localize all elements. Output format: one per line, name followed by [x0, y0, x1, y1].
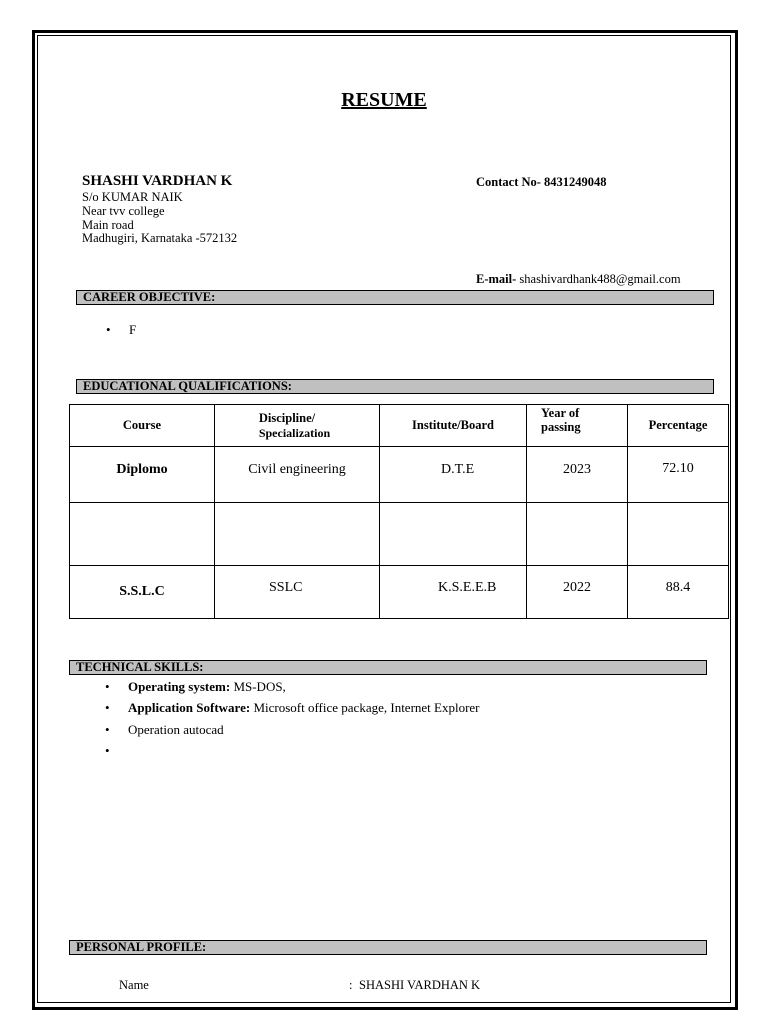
- cell-institute: [380, 503, 527, 566]
- cell-discipline: Civil engineering: [215, 447, 380, 503]
- cell-discipline: SSLC: [215, 566, 380, 619]
- candidate-name: SHASHI VARDHAN K: [82, 173, 233, 189]
- col-header-year: Year of passing: [527, 405, 628, 447]
- profile-name-value: SHASHI VARDHAN K: [359, 978, 481, 992]
- bullet-icon: •: [105, 743, 110, 758]
- address-line: Near tvv college: [82, 204, 165, 218]
- email: [476, 272, 681, 287]
- cell-course: S.S.L.C: [70, 566, 215, 619]
- profile-name-label: Name: [119, 978, 149, 992]
- table-row: [70, 447, 729, 503]
- bullet-icon: •: [106, 322, 111, 337]
- table-row: [70, 566, 729, 619]
- cell-discipline: [215, 503, 380, 566]
- table-row: [70, 503, 729, 566]
- col-header-course: Course: [70, 405, 215, 447]
- personal-profile-heading: PERSONAL PROFILE:: [69, 940, 707, 955]
- table-header-row: [70, 405, 729, 447]
- col-header-percentage: Percentage: [628, 405, 729, 447]
- bullet-icon: •: [105, 679, 110, 694]
- cell-year: [527, 503, 628, 566]
- cell-institute: K.S.E.E.B: [380, 566, 527, 619]
- address-line: Madhugiri, Karnataka -572132: [82, 231, 238, 245]
- contact-label: Contact No-: [476, 175, 541, 189]
- col-header-institute: Institute/Board: [380, 405, 527, 447]
- address-line: Main road: [82, 218, 134, 232]
- technical-skills-heading: TECHNICAL SKILLS:: [69, 660, 707, 675]
- email-value: shashivardhank488@gmail.com: [519, 272, 681, 286]
- resume-title: RESUME: [341, 89, 427, 111]
- cell-year: 2022: [527, 566, 628, 619]
- education-heading: EDUCATIONAL QUALIFICATIONS:: [76, 379, 714, 394]
- career-objective-heading: CAREER OBJECTIVE:: [76, 290, 714, 305]
- cell-institute: D.T.E: [380, 447, 527, 503]
- address-line: S/o KUMAR NAIK: [82, 190, 183, 204]
- col-header-discipline: Discipline/ Specialization: [215, 405, 380, 447]
- cell-percentage: [628, 503, 729, 566]
- contact-value: 8431249048: [544, 175, 607, 189]
- cell-year: 2023: [527, 447, 628, 503]
- cell-percentage: 88.4: [628, 566, 729, 619]
- profile-separator: :: [349, 978, 353, 992]
- cell-course: [70, 503, 215, 566]
- bullet-icon: •: [105, 700, 110, 715]
- cell-course: Diplomo: [70, 447, 215, 503]
- bullet-icon: •: [105, 722, 110, 737]
- contact-number: [476, 175, 607, 190]
- email-label: E-mail-: [476, 272, 517, 286]
- cell-percentage: 72.10: [628, 447, 729, 503]
- education-table: [69, 404, 729, 619]
